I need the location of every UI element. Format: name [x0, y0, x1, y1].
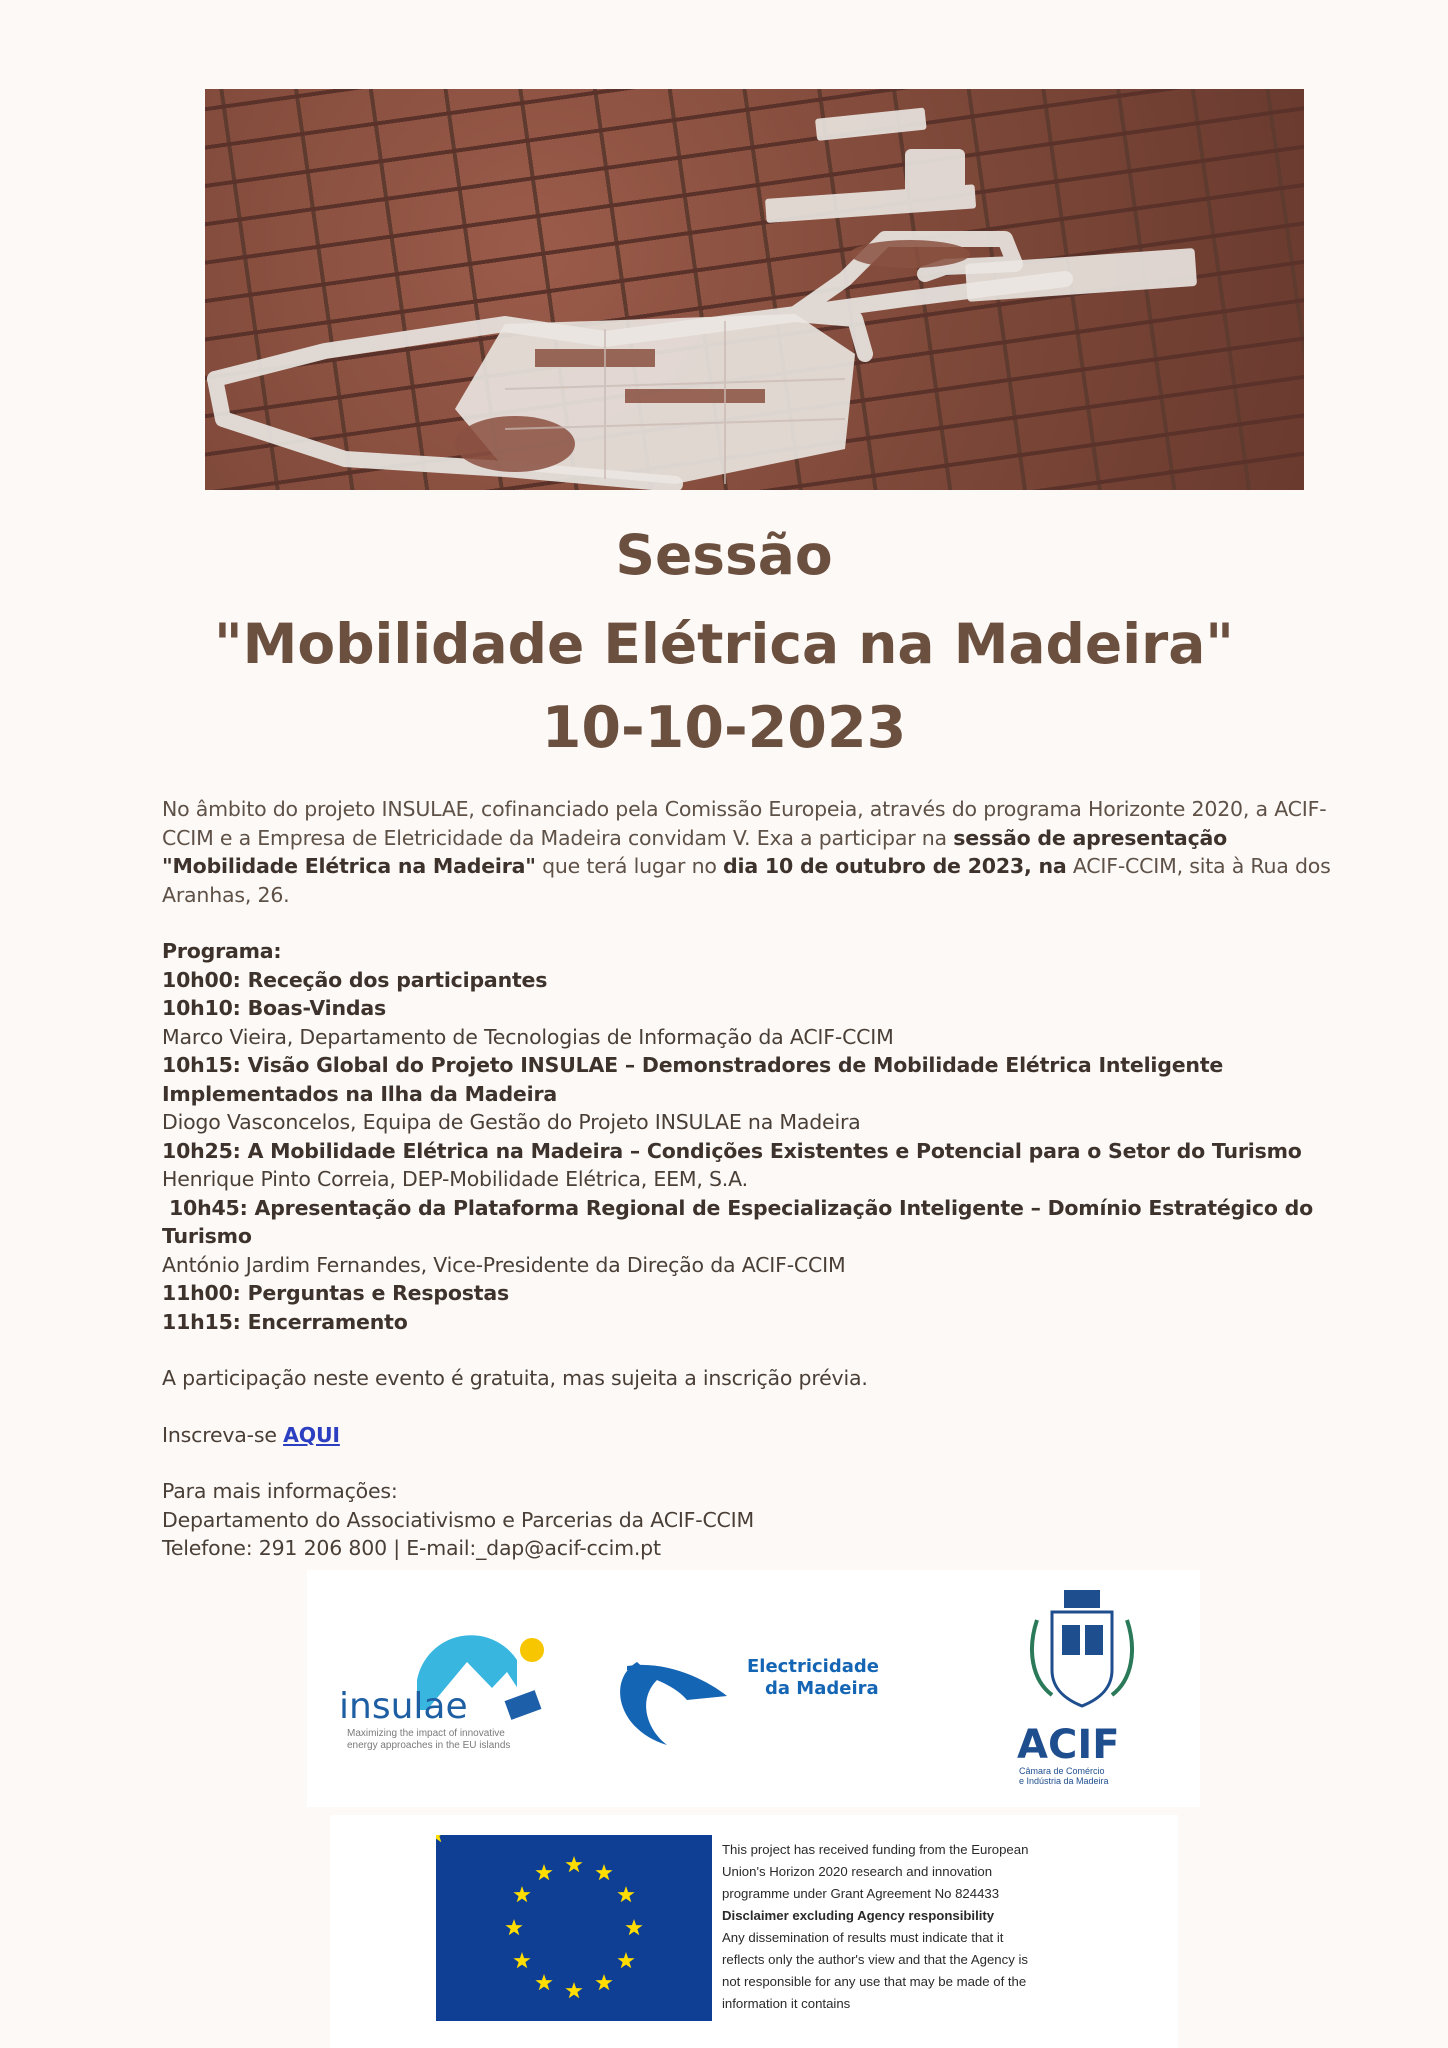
eu-funding-notice	[330, 1815, 1178, 2048]
intro-bold-session: sessão de apresentação "Mobilidade Elétrica na Madeira"	[162, 825, 1228, 878]
program-speaker: António Jardim Fernandes, Vice-Presidente da Direção da ACIF-CCIM	[162, 1252, 846, 1277]
program-item: 10h45: Apresentação da Plataforma Regional de Especialização Inteligente – Domínio Estratégico do Turismo	[162, 1195, 1320, 1248]
free-participation-note: A participação neste evento é gratuita, mas sujeita a inscrição prévia.	[162, 1366, 868, 1390]
program-heading: Programa:	[162, 939, 282, 963]
program-item: 10h00: Receção dos participantes	[162, 967, 548, 992]
info-department: Departamento do Associativismo e Parcerias da ACIF-CCIM	[162, 1507, 755, 1532]
info-heading: Para mais informações:	[162, 1479, 398, 1503]
intro-text-3: ACIF-CCIM, sita à Rua dos Aranhas, 26.	[162, 854, 1331, 907]
eu-line: programme under Grant Agreement No 824433	[722, 1886, 1000, 1901]
program-item: 11h00: Perguntas e Respostas	[162, 1281, 509, 1305]
program-list	[162, 937, 1342, 1563]
intro-bold-date: dia 10 de outubro de 2023, na	[723, 854, 1067, 878]
signup-link[interactable]: AQUI	[283, 1422, 340, 1447]
partner-logos-graphic	[307, 1570, 1200, 1807]
acif-sub-1: Câmara de Comércio	[1019, 1766, 1105, 1776]
acif-sub-2: e Indústria da Madeira	[1019, 1776, 1109, 1786]
session-title: Sessão	[615, 523, 833, 587]
eu-line: Union's Horizon 2020 research and innovation	[722, 1864, 993, 1879]
eu-line: not responsible for any use that may be made of the	[722, 1974, 1027, 1989]
eu-flag-icon	[436, 1835, 712, 2021]
partner-logos	[307, 1570, 1200, 1807]
program-item: 10h25: A Mobilidade Elétrica na Madeira – Condições Existentes e Potencial para o Setor do Turismo	[162, 1138, 1302, 1163]
invitation-body	[162, 795, 1342, 1563]
charging-plug-icon	[205, 89, 1304, 490]
eem-line-1: Electricidade	[747, 1656, 879, 1677]
eu-line: information it contains	[722, 1996, 851, 2011]
program-item: 10h15: Visão Global do Projeto INSULAE – Demonstradores de Mobilidade Elétrica Inteligente Implementados na Ilha da Madeira	[162, 1053, 1224, 1106]
eu-funding-text	[722, 1839, 1082, 2015]
program-speaker: Diogo Vasconcelos, Equipa de Gestão do Projeto INSULAE na Madeira	[162, 1110, 861, 1134]
program-speaker: Henrique Pinto Correia, DEP-Mobilidade Elétrica, EEM, S.A.	[162, 1167, 748, 1191]
insulae-name: insulae	[339, 1686, 468, 1727]
acif-logo	[1017, 1590, 1132, 1786]
insulae-tagline-1: Maximizing the impact of innovative	[347, 1728, 505, 1739]
insulae-logo	[339, 1635, 544, 1751]
signup-prefix: Inscreva-se	[162, 1422, 284, 1447]
eu-line: reflects only the author's view and that the Agency is	[722, 1952, 1029, 1967]
hero-image	[205, 89, 1304, 490]
insulae-tagline-2: energy approaches in the EU islands	[347, 1740, 511, 1751]
intro-paragraph	[162, 795, 1342, 909]
eu-line: This project has received funding from the European	[722, 1842, 1029, 1857]
info-contact: Telefone: 291 206 800 | E-mail:_dap@acif-ccim.pt	[162, 1536, 661, 1560]
signup-line	[162, 1421, 1342, 1450]
eu-line: Any dissemination of results must indicate that it	[722, 1930, 1004, 1945]
program-item: 11h15: Encerramento	[162, 1309, 408, 1334]
acif-name: ACIF	[1017, 1722, 1120, 1768]
program-item: 10h10: Boas-Vindas	[162, 996, 386, 1020]
eu-disclaimer-heading: Disclaimer excluding Agency responsibility	[722, 1908, 995, 1923]
eem-line-2: da Madeira	[765, 1678, 879, 1699]
session-name: "Mobilidade Elétrica na Madeira"	[214, 612, 1234, 676]
session-date: 10-10-2023	[541, 695, 907, 761]
eem-logo	[620, 1656, 879, 1745]
intro-text-1: No âmbito do projeto INSULAE, cofinanciado pela Comissão Europeia, através do programa Horizonte 2020, a ACIF-CCIM e a Empresa de Eletricidade da Madeira convidam V. Exa a participar na	[162, 797, 1327, 850]
program-speaker: Marco Vieira, Departamento de Tecnologias de Informação da ACIF-CCIM	[162, 1024, 894, 1049]
intro-text-2: que terá lugar no	[535, 854, 724, 878]
